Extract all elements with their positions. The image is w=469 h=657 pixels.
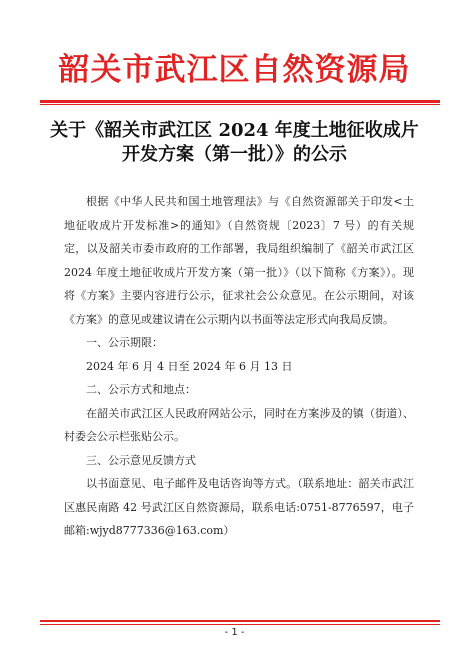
section-2-text: 在韶关市武江区人民政府网站公示，同时在方案涉及的镇（街道）、村委会公示栏张贴公示。 [64, 406, 414, 443]
document-title [20, 119, 449, 167]
title-line-2: 开发方案（第一批）》的公示 [122, 144, 347, 165]
page-number: - 1 - [224, 627, 245, 638]
section-3-heading: 三、公示意见反馈方式 [86, 453, 196, 467]
section-2-heading: 二、公示方式和地点： [86, 383, 196, 396]
header-red-rule-thin [40, 104, 440, 105]
intro-paragraph: 根据《中华人民共和国土地管理法》与《自然资源部关于印发<土地征收成片开发标准>的通知》（自然资规〔2023〕7 号）的有关规定，以及韶关市委市政府的工作部署，我局组织编制了《韶关市武江区 2024 年度土地征收成片开发方案（第一批）》（以下简称《方案》）。现将《方案》主要内容进行公示，征求社会公众意见。在公示期间，对该《方案》的意见或建议请在公示期内以书面等法定形式向我局反馈。 [64, 195, 414, 326]
footer-red-rule-thick [40, 620, 440, 622]
header-red-rule-thick [40, 100, 440, 103]
section-1-heading: 一、公示期限： [86, 336, 163, 349]
document-body [64, 190, 414, 543]
section-1-text: 2024 年 6 月 4 日至 2024 年 6 月 13 日 [86, 359, 293, 373]
footer-red-rule-thin [40, 624, 440, 625]
section-3-text: 以书面意见、电子邮件及电话咨询等方式。（联系地址：韶关市武江区惠民南路 42 号武江区自然资源局，联系电话:0751-8776597，电子邮箱:wjyd8777336@163.com） [64, 477, 414, 537]
title-line-1: 关于《韶关市武江区 2024 年度土地征收成片 [50, 120, 419, 141]
issuing-authority-header: 韶关市武江区自然资源局 [58, 52, 411, 88]
